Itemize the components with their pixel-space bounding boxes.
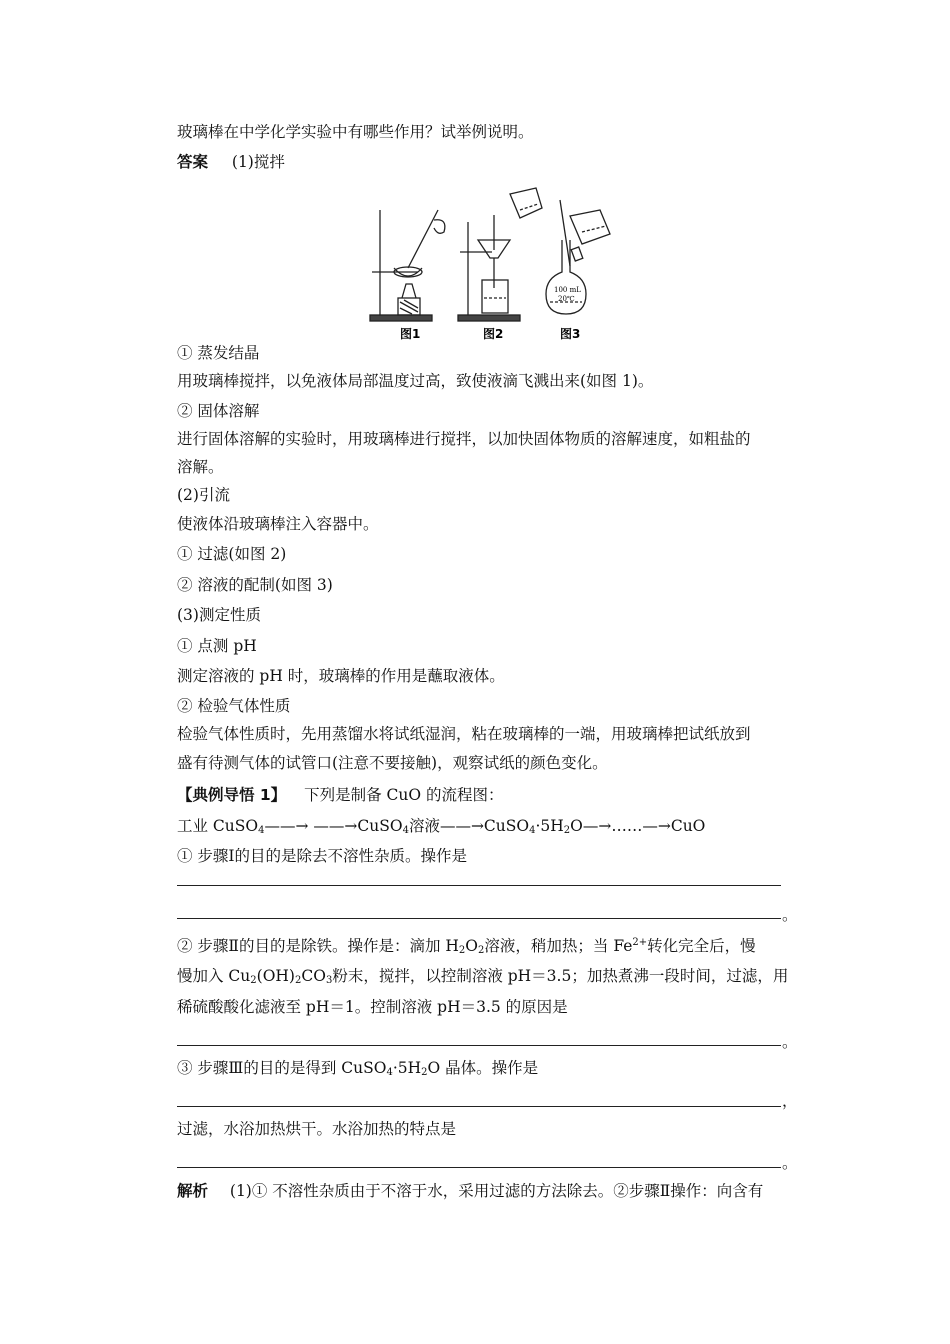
answer-line: ① 点测 pH (177, 637, 257, 655)
answer-line: (3)测定性质 (177, 606, 261, 624)
answer-line: ② 检验气体性质 (177, 697, 291, 715)
answer-blank[interactable] (177, 1045, 781, 1046)
question-3: ③ 步骤Ⅲ的目的是得到 $CuSO_4\cdot 5H_2O$ 晶体。操作是 (177, 1059, 539, 1078)
apparatus-illustration (360, 180, 620, 345)
answer-line: 溶解。 (177, 458, 224, 476)
answer-line: ① 过滤(如图 2) (177, 545, 287, 563)
lab-apparatus-figure (360, 180, 620, 345)
answer-line: 测定溶液的 pH 时，玻璃棒的作用是蘸取液体。 (177, 667, 505, 685)
example-heading (177, 784, 503, 806)
period: 。 (782, 906, 798, 924)
answer-line: (2)引流 (177, 486, 230, 504)
answer-line: ① 蒸发结晶 (177, 344, 260, 362)
flask-volume-text: 100 mL (554, 286, 581, 294)
flask-temp-text: 20℃ (558, 295, 575, 303)
answer-blank[interactable] (177, 1167, 781, 1168)
analysis-text: (1)① 不溶性杂质由于不溶于水，采用过滤的方法除去。②步骤Ⅱ操作：向含有 (229, 1182, 764, 1200)
period: 。 (782, 1033, 798, 1051)
analysis-line (177, 1180, 763, 1202)
question-1: ① 步骤Ⅰ的目的是除去不溶性杂质。操作是 (177, 847, 468, 865)
answer-heading (177, 151, 285, 173)
flow-chart-line: 工业 CuSO$_4$——→ ——→CuSO$_4$溶液$——\to CuSO_4\cdot 5H_2O—\to\dots\dots—\to CuO$ (177, 817, 706, 836)
figure-label-3: 图3 (560, 327, 581, 341)
question-2-line-2: 慢加入 $Cu_2(OH)_2CO_3$粉末，搅拌，以控制溶液 pH＝3.5；加热煮沸一段时间，过滤，用 (177, 967, 789, 986)
answer-blank[interactable] (177, 918, 781, 919)
question-2-line-3: 稀硫酸酸化滤液至 pH＝1。控制溶液 pH＝3.5 的原因是 (177, 998, 568, 1016)
example-title: 下列是制备 CuO 的流程图： (304, 786, 504, 804)
answer-line: 用玻璃棒搅拌，以免液体局部温度过高，致使液滴飞溅出来(如图 1)。 (177, 372, 654, 390)
answer-line: 使液体沿玻璃棒注入容器中。 (177, 515, 379, 533)
example-tag: 【典例导悟 1】 (177, 786, 287, 804)
answer-blank[interactable] (177, 1106, 781, 1107)
question-2-line-1: ② 步骤Ⅱ的目的是除铁。操作是：滴加 $H_2O_2$溶液，稍加热；当 $Fe^{2+}$转化完全后，慢 (177, 937, 756, 956)
comma: ， (782, 1092, 798, 1110)
period: 。 (782, 1154, 798, 1172)
question-line: 玻璃棒在中学化学实验中有哪些作用？试举例说明。 (177, 123, 534, 141)
answer-line: 进行固体溶解的实验时，用玻璃棒进行搅拌，以加快固体物质的溶解速度，如粗盐的 (177, 430, 751, 448)
answer-line: 盛有待测气体的试管口(注意不要接触)，观察试纸的颜色变化。 (177, 754, 608, 772)
figure-label-1: 图1 (400, 327, 421, 341)
question-3-continued: 过滤，水浴加热烘干。水浴加热的特点是 (177, 1120, 457, 1138)
answer-line: 检验气体性质时，先用蒸馏水将试纸湿润，粘在玻璃棒的一端，用玻璃棒把试纸放到 (177, 725, 751, 743)
analysis-label: 解析 (177, 1182, 209, 1200)
answer-first: (1)搅拌 (231, 153, 285, 171)
answer-line: ② 溶液的配制(如图 3) (177, 576, 333, 594)
answer-line: ② 固体溶解 (177, 402, 260, 420)
figure-label-2: 图2 (483, 327, 504, 341)
answer-label: 答案 (177, 153, 209, 171)
answer-blank[interactable] (177, 885, 781, 886)
